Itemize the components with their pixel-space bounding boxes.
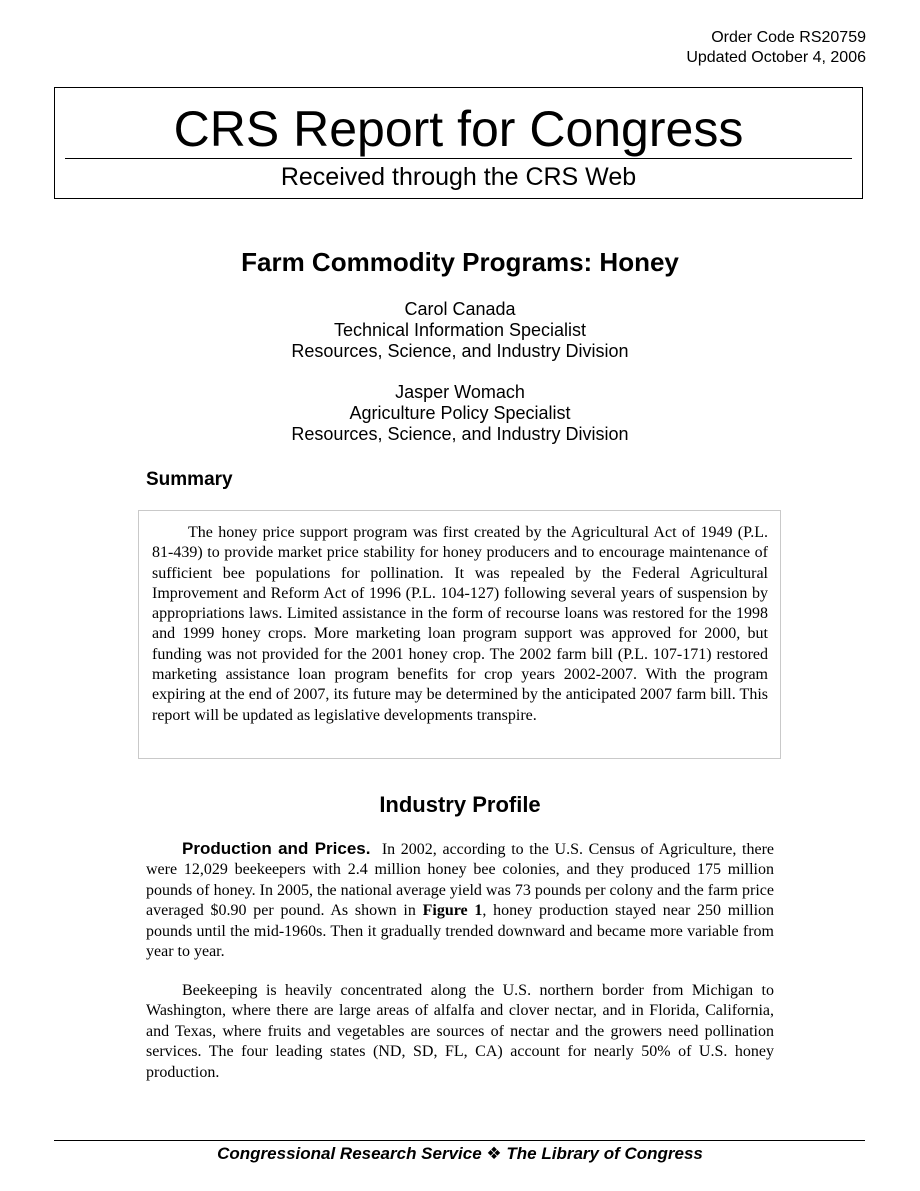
- summary-text: The honey price support program was first created by the Agricultural Act of 1949 (P.L. 81-439) to provide market price stability for honey producers and to encourage maintenance of sufficient bee populations for pollination. It was repealed by the Federal Agricultural Improvement and Reform Act of 1996 (P.L. 104-127) following several years of suspension by appropriations laws. Limited assistance in the form of recourse loans was restored for the 1998 and 1999 honey crops. More marketing loan program support was approved for 2000, but funding was not provided for the 2001 honey crop. The 2002 farm bill (P.L. 107-171) restored marketing assistance loan program benefits for crop years 2002-2007. With the program expiring at the end of 2007, its future may be determined by the anticipated 2007 farm bill. This report will be updated as legislative developments transpire.: [152, 524, 768, 724]
- masthead-title: CRS Report for Congress: [173, 101, 744, 157]
- author-block: [0, 299, 920, 362]
- footer: [0, 1143, 920, 1165]
- paragraph-text: In 2002, according to the U.S. Census of Agriculture, there were 12,029 beekeepers with 2.4 million honey bee colonies, and they produced 175 million pounds of honey. In 2005, the national average yield was 73 pounds per colony and the farm price averaged $0.90 per pound. As shown in: [146, 841, 775, 920]
- masthead-divider: [65, 158, 852, 159]
- summary-box: [138, 510, 781, 759]
- diamond-separator-icon: ❖: [486, 1144, 502, 1163]
- footer-divider: [54, 1140, 865, 1141]
- body-paragraph: [146, 839, 774, 962]
- masthead-subtitle: Received through the CRS Web: [280, 163, 637, 191]
- updated-date: Updated October 4, 2006: [686, 49, 866, 66]
- order-code-block: [686, 28, 866, 68]
- author-role: Agriculture Policy Specialist: [349, 403, 571, 423]
- summary-heading: Summary: [146, 469, 233, 490]
- footer-library: The Library of Congress: [506, 1144, 703, 1163]
- author-division: Resources, Science, and Industry Division: [291, 424, 629, 444]
- figure-reference: Figure 1: [422, 902, 483, 920]
- report-title: Farm Commodity Programs: Honey: [241, 247, 679, 277]
- author-role: Technical Information Specialist: [333, 320, 587, 340]
- author-division: Resources, Science, and Industry Division: [291, 341, 629, 361]
- author-name: Carol Canada: [404, 299, 516, 319]
- body-paragraph: Beekeeping is heavily concentrated along the U.S. northern border from Michigan to Washington, where there are large areas of alfalfa and clover nectar, and in Florida, California, and Texas, where fruits and vegetables are sources of nectar and the growers need pollination services. The four leading states (ND, SD, FL, CA) account for nearly 50% of U.S. honey production.: [146, 982, 774, 1081]
- masthead-box: [54, 87, 863, 199]
- author-name: Jasper Womach: [395, 382, 525, 402]
- order-code: Order Code RS20759: [711, 29, 866, 46]
- section-heading-industry-profile: Industry Profile: [379, 792, 541, 817]
- run-in-heading: Production and Prices.: [182, 839, 371, 858]
- footer-publisher: Congressional Research Service: [217, 1144, 482, 1163]
- author-block: [0, 382, 920, 445]
- paragraph-text: , honey production stayed near 250 million pounds until the mid-1960s. Then it gradually trended downward and became more variable from year to year.: [146, 902, 775, 961]
